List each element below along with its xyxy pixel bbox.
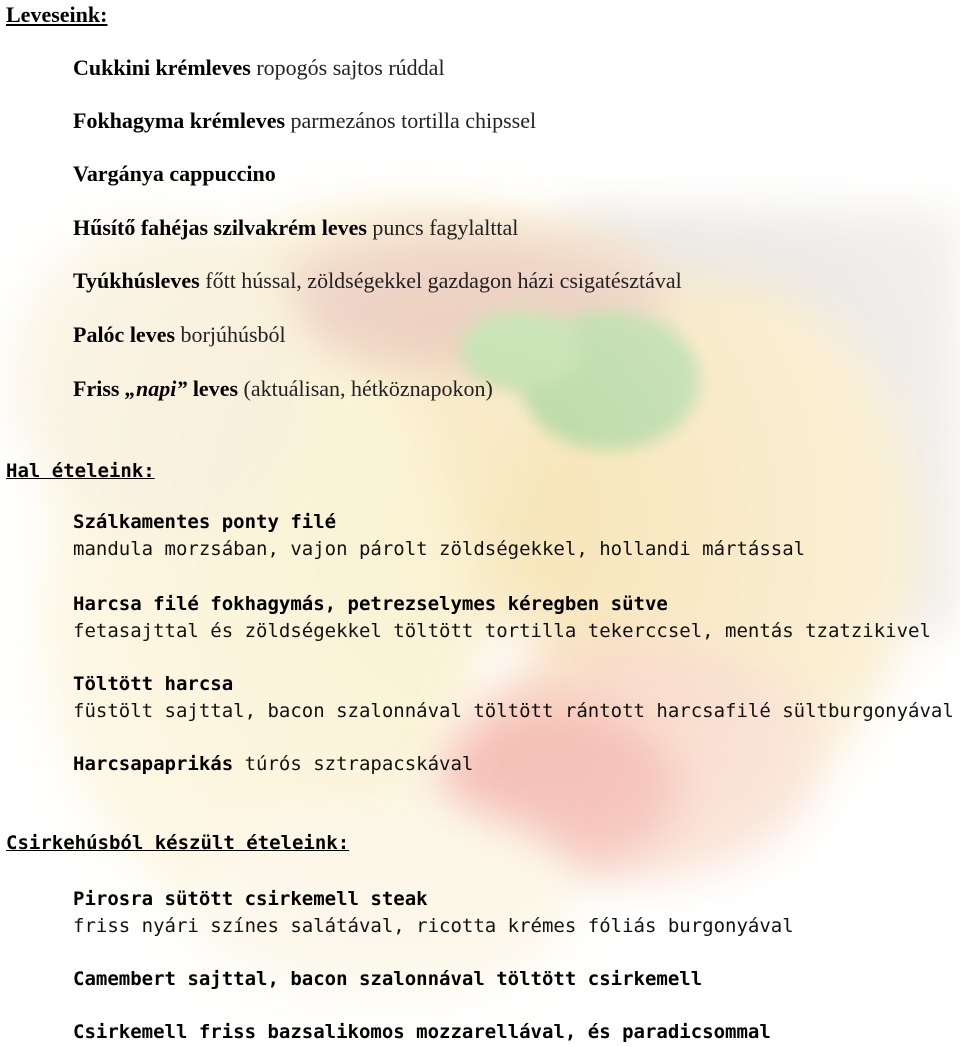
menu-item	[73, 1019, 771, 1046]
item-description: túrós sztrapacskával	[233, 753, 474, 775]
item-name: Harcsapaprikás	[73, 753, 234, 775]
item-name-part: Friss	[73, 376, 125, 401]
menu-item	[73, 108, 536, 134]
item-name: Pirosra sütött csirkemell steak	[73, 888, 428, 910]
menu-item	[73, 268, 682, 294]
item-name: Szálkamentes ponty filé	[73, 511, 337, 533]
item-description: borjúhúsból	[175, 322, 286, 347]
item-description: fetasajttal és zöldségekkel töltött tortilla tekerccsel, mentás tzatzikivel	[73, 620, 931, 642]
item-description: mandula morzsában, vajon párolt zöldségekkel, hollandi mártással	[73, 538, 806, 560]
menu-item	[73, 966, 702, 993]
item-description: ropogós sajtos rúddal	[250, 55, 445, 80]
menu-item	[73, 161, 276, 187]
menu-item	[73, 591, 931, 645]
menu-item	[73, 509, 805, 563]
item-description: friss nyári színes salátával, ricotta krémes fóliás burgonyával	[73, 915, 794, 937]
item-name: Cukkini krémleves	[73, 55, 251, 80]
item-name-part: leves	[187, 376, 239, 401]
item-name: Csirkemell friss bazsalikomos mozzarellával, és paradicsommal	[73, 1021, 771, 1043]
section-heading-soups: Leveseink:	[6, 2, 108, 27]
item-name: Vargánya cappuccino	[73, 161, 276, 186]
menu-item	[73, 55, 445, 81]
item-description: puncs fagylalttal	[366, 215, 519, 240]
menu-item	[73, 671, 954, 725]
item-name	[73, 376, 238, 401]
item-description: parmezános tortilla chipssel	[285, 108, 537, 133]
menu-item	[73, 376, 493, 402]
section-heading-chicken: Csirkehúsból készült ételeink:	[6, 832, 350, 854]
item-name: Palóc leves	[73, 322, 176, 347]
item-name: Tyúkhúsleves	[73, 268, 200, 293]
section-heading-fish: Hal ételeink:	[6, 460, 155, 482]
item-description: főtt hússal, zöldségekkel gazdagon házi csigatésztával	[199, 268, 682, 293]
item-name: Hűsítő fahéjas szilvakrém leves	[73, 215, 367, 240]
menu-item	[73, 215, 518, 241]
menu-item	[73, 886, 794, 940]
menu-item	[73, 322, 286, 348]
item-name-emphasis: „napi”	[124, 376, 188, 401]
item-name: Harcsa filé fokhagymás, petrezselymes kéregben sütve	[73, 593, 668, 615]
item-name: Töltött harcsa	[73, 673, 234, 695]
item-name: Camembert sajttal, bacon szalonnával töltött csirkemell	[73, 968, 703, 990]
item-description: füstölt sajttal, bacon szalonnával töltött rántott harcsafilé sültburgonyával	[73, 700, 954, 722]
menu-item	[73, 751, 473, 778]
item-description: (aktuálisan, hétköznapokon)	[238, 376, 493, 401]
item-name: Fokhagyma krémleves	[73, 108, 286, 133]
